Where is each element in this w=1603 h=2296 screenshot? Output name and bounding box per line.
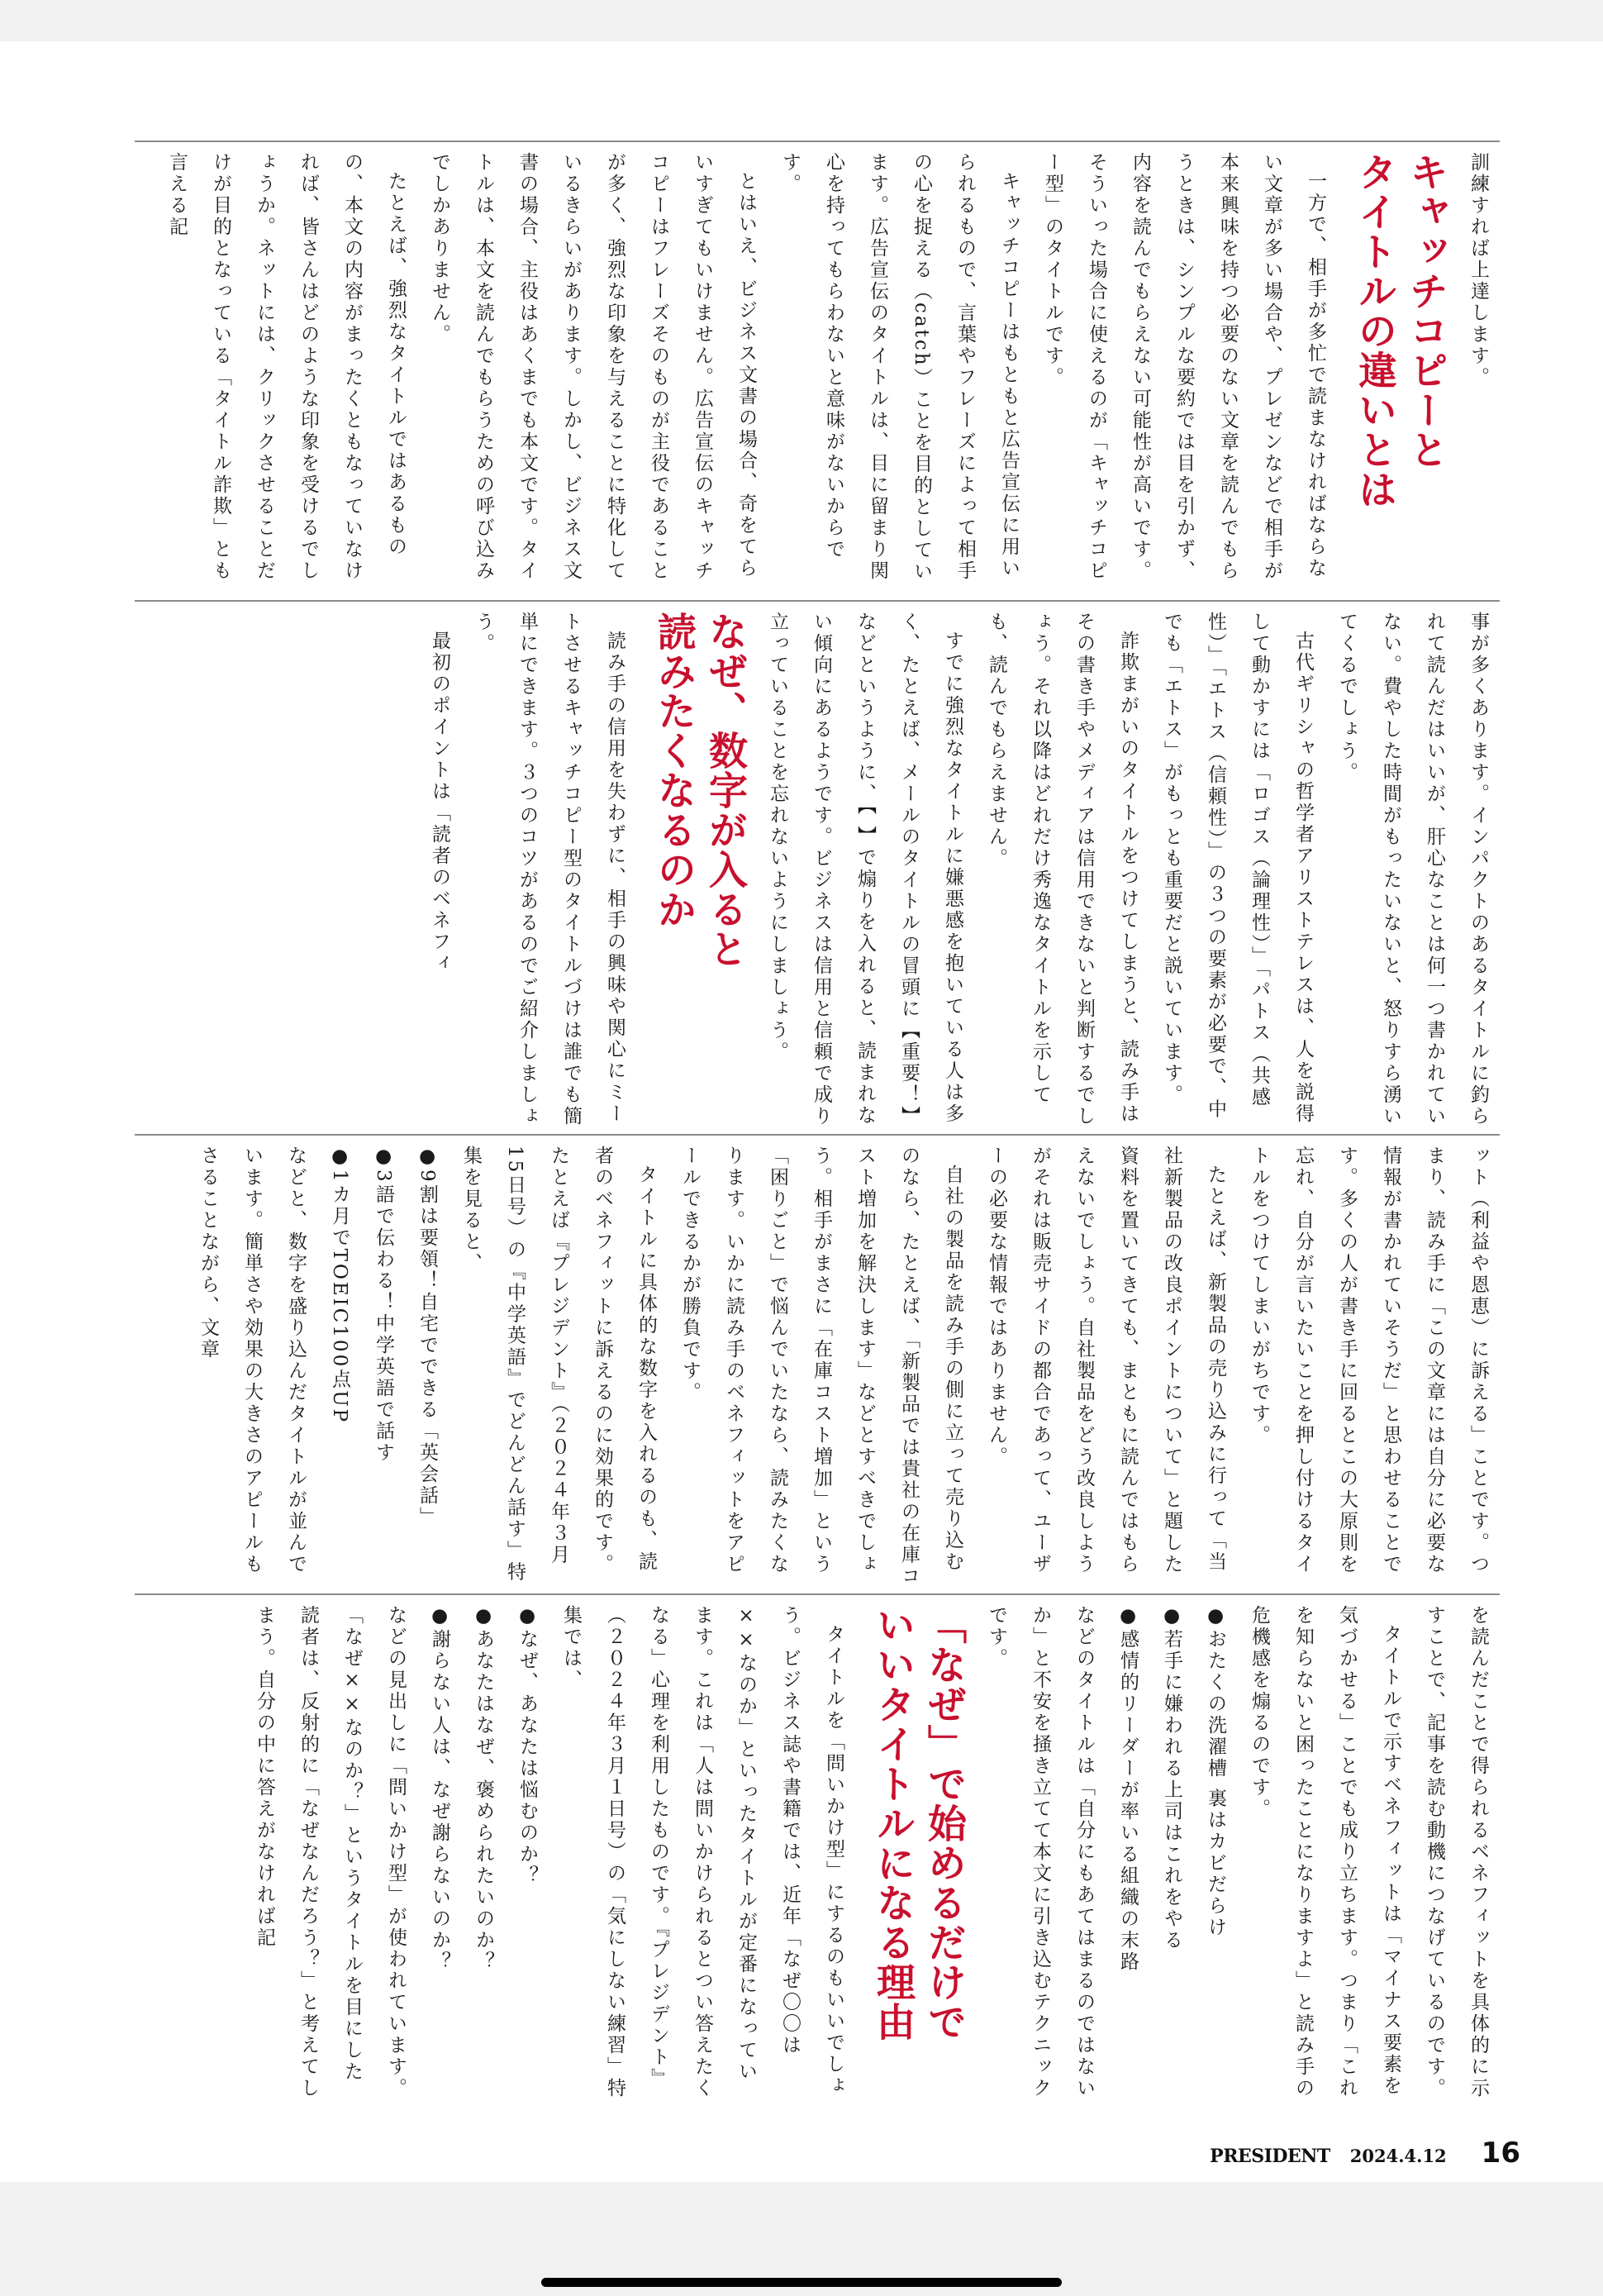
paragraph: ット（利益や恩恵）に訴える」ことです。つまり、読み手に「この文章には自分に必要な情報が書かれていそうだ」と思わせることです。多くの人が書き手に回るとこの大原則を忘れ、自分が言いたいことを押し付けるタイトルをつけてしまいがちです。 <box>1249 1146 1489 1575</box>
text-band-3 <box>135 1605 1500 2101</box>
paragraph: たとえば、強烈なタイトルではあるものの、本文の内容がまったくともなっていなければ、皆さんはどのような印象を受けるでしょうか。ネットには、クリックさせることだけが目的となっている「タイトル詐欺」とも言える記 <box>166 152 407 582</box>
issue-date: 2024.4.12 <box>1349 2146 1447 2166</box>
paragraph: 訓練すれば上達します。 <box>1467 152 1489 388</box>
paragraph: 読み手の信用を失わずに、相手の興味や関心にミートさせるキャッチコピー型のタイトルづけは誰でも簡単にできます。３つのコツがあるのでご紹介しましょう。 <box>473 612 626 1127</box>
band3-column <box>135 1605 1500 2101</box>
paragraph: タイトルを「問いかけ型」にするのもいいでしょう。ビジネス誌や書籍では、近年「なぜ〇〇は××なのか」といったタイトルが定番になっています。これは「人は問いかけられるとつい答えたくなる」心理を利用したものです。『プレジデント』（２０２４年３月１日号）の「気にしない練習」特集では、 <box>560 1605 844 2099</box>
paragraph: すでに強烈なタイトルに嫌悪感を抱いている人は多く、たとえば、メールのタイトルの冒頭に【重要！】などというように、【 】で煽りを入れると、読まれない傾向にあるようです。ビジネスは信用と信頼で成り立っていることを忘れないようにしましょう。 <box>767 612 963 1127</box>
bullet-item: ●若手に嫌われる上司はこれをやる <box>1161 1605 1182 1951</box>
bullet-item: ●9割は要領！自宅でできる「英会話」 <box>416 1146 438 1528</box>
magazine-page <box>0 41 1603 2182</box>
rule-1 <box>135 600 1500 602</box>
band1-right-column <box>166 152 1500 595</box>
band1-left-column <box>135 612 1500 1131</box>
band2-column <box>135 1146 1500 1589</box>
paragraph: などと、数字を盛り込んだタイトルが並んでいます。簡単さや効果の大きさのアピールもさることながら、文章 <box>197 1146 307 1575</box>
bullet-item: ●なぜ、あなたは悩むのか？ <box>516 1605 538 1887</box>
rule-3 <box>135 1593 1500 1595</box>
rule-2 <box>135 1134 1500 1136</box>
bullet-item: ●1カ月でTOEIC100点UP <box>329 1146 350 1425</box>
paragraph: 一方で、相手が多忙で読まなければならない文章が多い場合や、プレゼンなどで相手が本来興味を持つ必要のない文章を読んでもらうときは、シンプルな要約では目を引かず、内容を読んでもらえない可能性が高いです。そういった場合に使えるのが「キャッチコピー型」のタイトルです。 <box>1042 152 1326 582</box>
paragraph: タイトルで示すベネフィットは「マイナス要素を気づかせる」ことでも成り立ちます。つまり「これを知らないと困ったことになりますよ」と読み手の危機感を煽るのです。 <box>1249 1605 1401 2099</box>
section-heading-catchcopy: キャッチコピーと タイトルの違いとは <box>1352 152 1448 509</box>
paragraph: 自社の製品を読み手の側に立って売り込むのなら、たとえば、「新製品では貴社の在庫コスト増加を解決します」などとすべきでしょう。相手がまさに「在庫コスト増加」という「困りごと」で悩んでいたなら、読みたくなります。いかに読み手のベネフィットをアピールできるかが勝負です。 <box>679 1146 963 1588</box>
paragraph: とはいえ、ビジネス文書の場合、奇をてらいすぎてもいけません。広告宣伝のキャッチコピーはフレーズそのものが主役であることが多く、強烈な印象を与えることに特化しているきらいがあります。しかし、ビジネス文書の場合、主役はあくまでも本文です。タイトルは、本文を読んでもらうための呼び込みでしかありません。 <box>429 152 757 582</box>
section-heading-why: 「なぜ」で始めるだけで いいタイトルになる理由 <box>870 1605 967 2041</box>
paragraph: などの見出しに「問いかけ型」が使われています。「なぜ××なのか？」というタイトルを目にした読者は、反射的に「なぜなんだろう？」と考えてしまう。自分の中に答えがなければ記 <box>254 1605 407 2099</box>
bullet-item: ●おたくの洗濯槽 裏はカビだらけ <box>1205 1605 1226 1939</box>
page-number: 16 <box>1481 2136 1520 2170</box>
text-band-1 <box>135 152 1500 595</box>
text-band-2 <box>135 1146 1500 1589</box>
paragraph: などのタイトルは「自分にもあてはまるのではないか」と不安を掻き立てて本文に引き込むテクニックです。 <box>986 1605 1095 2099</box>
bullet-item: ●あなたはなぜ、褒められたいのか？ <box>473 1605 494 1973</box>
bullet-item: ●3語で伝わる！中学英語で話す <box>373 1146 394 1464</box>
bullet-item: ●感情的リーダーが率いる組織の末路 <box>1117 1605 1139 1973</box>
text-band-1b <box>135 612 1500 1131</box>
paragraph: 事が多くあります。インパクトのあるタイトルに釣られて読んだはいいが、肝心なことは何一つ書かれていない。費やした時間がもったいないと、怒りすら湧いてくるでしょう。 <box>1336 612 1489 1127</box>
section-heading-numbers: なぜ、数字が入ると 読みたくなるのか <box>651 612 748 969</box>
paragraph: タイトルに具体的な数字を入れるのも、読者のベネフィットに訴えるのに効果的です。たとえば『プレジデント』（２０２４年３月15日号）の『中学英語』でどんどん話す」特集を見ると、 <box>460 1146 657 1584</box>
page-footer <box>1210 2136 1520 2170</box>
home-indicator[interactable] <box>541 2278 1062 2287</box>
paragraph: たとえば、新製品の売り込みに行って「当社新製品の改良ポイントについて」と題した資料を置いてきても、まともに読んではもらえないでしょう。自社製品をどう改良しようがそれは販売サイドの都合であって、ユーザーの必要な情報ではありません。 <box>986 1146 1226 1575</box>
paragraph: 最初のポイントは「読者のベネフィ <box>429 631 450 974</box>
bullet-item: ●謝らない人は、なぜ謝らないのか？ <box>429 1605 450 1973</box>
paragraph: 詐欺まがいのタイトルをつけてしまうと、読み手はその書き手やメディアは信用できないと判断するでしょう。それ以降はどれだけ秀逸なタイトルを示しても、読んでもらえません。 <box>986 612 1139 1127</box>
paragraph: を読んだことで得られるベネフィットを具体的に示すことで、記事を読む動機につなげているのです。 <box>1424 1605 1489 2099</box>
paragraph: キャッチコピーはもともと広告宣伝に用いられるもので、言葉やフレーズによって相手の心を捉える（catch）ことを目的としています。広告宣伝のタイトルは、目に留まり関心を持ってもらわないと意味がないからです。 <box>779 152 1020 583</box>
rule-top <box>135 141 1500 142</box>
paragraph: 古代ギリシャの哲学者アリストテレスは、人を説得して動かすには「ロゴス（論理性）」「パトス（共感性）」「エトス（信頼性）」の３つの要素が必要で、中でも「エトス」がもっとも重要だと説いています。 <box>1161 612 1314 1125</box>
magazine-brand: PRESIDENT <box>1210 2146 1330 2167</box>
